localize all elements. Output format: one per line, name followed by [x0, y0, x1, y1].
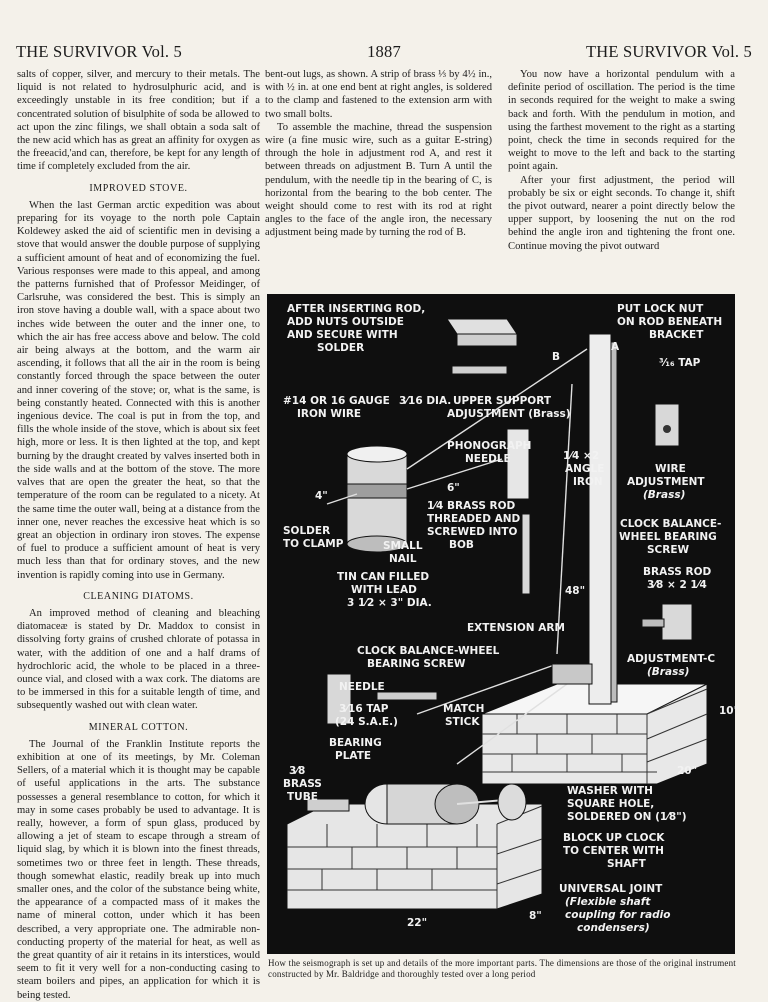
- label-put-lock-1: PUT LOCK NUT: [617, 303, 704, 315]
- label-dim-8: 8": [529, 910, 542, 922]
- label-dim-22: 22": [407, 917, 428, 929]
- col3-paragraph-2: After your first adjustment, the period will probably be six or eight seconds. To change it, shift the pivot outward, nearer a point directly below the upper support, by loosening the nut on the rod behind the angle iron and tightening the front one. Continue moving the pivot outward: [508, 174, 735, 252]
- label-washer-3: SOLDERED ON (1⁄8"): [567, 811, 687, 823]
- label-bearing-2: PLATE: [335, 750, 372, 762]
- label-brass-rod-sm-1: BRASS ROD: [643, 566, 712, 578]
- label-after-inserting-1: AFTER INSERTING ROD,: [287, 303, 426, 315]
- label-needle-3: (24 S.A.E.): [335, 716, 398, 728]
- label-dim-20: 20": [677, 765, 698, 777]
- label-clock-bal2-1: CLOCK BALANCE-WHEEL: [357, 645, 500, 657]
- col1-paragraph-3: An improved method of cleaning and bleaching diatomaceæ is stated by Dr. Maddox to consist in dissolving forty grains of crushed chlorate of potassa in water, with the addition of one and a half drams of hydrochloric acid, the whole to be placed in a three-ounce vial, and closed with a wax cork. The diatoms are to be immersed in this for a suitable length of time, and subsequently washed out with clean water.: [17, 607, 260, 712]
- label-adjustment-c-2: (Brass): [647, 666, 690, 678]
- heading-improved-stove: IMPROVED STOVE.: [89, 182, 188, 194]
- label-brass-tube-1: 3⁄8: [289, 765, 306, 777]
- label-angle-1: 1⁄4 ×2: [563, 450, 600, 462]
- label-put-lock-2: ON ROD BENEATH: [617, 316, 723, 328]
- label-clock-bal-1: CLOCK BALANCE-: [620, 518, 722, 530]
- col1-paragraph-1: salts of copper, silver, and mercury to their metals. The liquid is not related to hydrosulphuric acid, and is exceedingly unstable in its free condition; but if a concentrated solution of bisulphite of soda be allowed to act upon the zinc filings, we shall obtain a soda salt of the new acid which has as great an affinity for oxygen as the freeacid,'and can, therefore, be kept for any length of time if completely excluded from the air.: [17, 69, 260, 173]
- label-after-inserting-2: ADD NUTS OUTSIDE: [287, 316, 404, 328]
- label-small-nail-2: NAIL: [389, 553, 417, 565]
- label-brass-rod-1: 1⁄4 BRASS ROD: [427, 500, 516, 512]
- label-wire-adj-1: WIRE: [655, 463, 686, 475]
- col1-paragraph-2: When the last German arctic expedition was about preparing for its voyage to the north pole Captain Koldewey asked the aid of scientific men in devising a stove that would answer the double purpose of supplying a sufficient amount of heat and of economizing the fuel. Various responses were made to this appeal, and among the patterns furnished that of Professor Meidinger, of Carlsruhe, was considered the best. This is simply an iron stove having a double wall, with a space about two inches wide between the outer and the inner one, to which the air has free access above and below. The cold air being always at the bottom, and the warm air ascending, it follows that all the air in the room is being constantly forced through the space between the outer and inner covering of the stove; or, what is the same, is being constantly heated. Connected with this is another ingenious device. The coal is put in from the top, and fills the whole inside of the stove, which is about six feet high, more or less. It is then lighted at the top, and kept burning by the draught created by valves inserted both in the side walls and at the bottom of the stove. The more valves that are open the greater the heat, so that the temperature of the room can be regulated to a nicety. At the same time the outer wall, being at a distance from the inner one, never reaches the excessive heat which is so great an objection in ordinary iron stoves. The expense of fuel to produce a sufficient amount of heat is very much less than that for ordinary stoves, and the new invention is rapidly coming into use in Germany.: [17, 199, 260, 581]
- figure-caption: How the seismograph is set up and details of the more important parts. The dimensions are those of the original instrument constructed by Mr. Baldridge and thoroughly tested over a long period: [268, 958, 736, 979]
- label-wire-adj-3: (Brass): [643, 489, 686, 501]
- label-universal-3: coupling for radio: [565, 909, 671, 921]
- label-dim-a: A: [611, 341, 620, 353]
- label-dim-6: 6": [447, 482, 460, 494]
- label-after-inserting-3: AND SECURE WITH: [287, 329, 398, 341]
- label-brass-rod-4: BOB: [449, 539, 474, 551]
- label-bearing-1: BEARING: [329, 737, 382, 749]
- label-small-nail-1: SMALL: [383, 540, 423, 552]
- header-left: THE SURVIVOR Vol. 5: [16, 42, 182, 61]
- label-wire-adj-2: ADJUSTMENT: [627, 476, 705, 488]
- label-tin-can-3: 3 1⁄2 × 3" DIA.: [347, 597, 432, 609]
- column-2: [265, 68, 492, 283]
- label-brass-rod-2: THREADED AND: [427, 513, 521, 525]
- label-upper-support-1: UPPER SUPPORT: [453, 395, 552, 407]
- label-adjustment-c-1: ADJUSTMENT-C: [627, 653, 716, 665]
- label-clock-bal-2: WHEEL BEARING: [619, 531, 717, 543]
- col1-paragraph-4: The Journal of the Franklin Institute reports the exhibition at one of its meetings, by Mr. Coleman Sellers, of a material which it is thought may be capable of useful applications in the arts. The substance possesses a general resemblance to cotton, for which it may in some cases probably be used to advantage. It is really, however, a form of spun glass, produced by allowing a jet of steam to escape through a stream of liquid slag, by which it is blown into the finest threads, sometimes two or three feet in length. These threads, though somewhat elastic, readily break up into much smaller ones, and the color of the substance being white, the appearance of a compacted mass of it makes the name of mineral cotton, under which it has been described, a very appropriate one. The admirable non-conducting property of the material for heat, as well as the great quantity of air it retains in its interstices, would seem to fit it very well for a non-conducting casing to steam boilers and pipes, an application for which it is being tested.: [17, 738, 260, 1001]
- column-1: [17, 68, 260, 1001]
- label-tap-3-16: ³⁄₁₆ TAP: [659, 357, 701, 369]
- label-brass-tube-3: TUBE: [287, 791, 318, 803]
- label-block-2: TO CENTER WITH: [563, 845, 664, 857]
- label-extension-arm: EXTENSION ARM: [467, 622, 565, 634]
- upper-support-bracket: [447, 319, 517, 374]
- col3-paragraph-1: You now have a horizontal pendulum with a definite period of oscillation. The period is the time in seconds required for the weight to make a swing back and forth. With the pendulum in motion, and using the farthest movement to the right as a starting point, check the time in seconds required for the weight to move to the left and back to the starting point again.: [508, 69, 735, 173]
- seismograph-illustration: [267, 294, 740, 954]
- label-washer-2: SQUARE HOLE,: [567, 798, 655, 810]
- angle-iron-post: [589, 334, 617, 704]
- label-needle-2: 3⁄16 TAP: [339, 703, 389, 715]
- label-tin-can-1: TIN CAN FILLED: [337, 571, 430, 583]
- label-universal-2: (Flexible shaft: [565, 896, 651, 908]
- label-clock-bal2-2: BEARING SCREW: [367, 658, 466, 670]
- column-3: [508, 68, 735, 283]
- label-upper-support-2: ADJUSTMENT (Brass): [447, 408, 571, 420]
- label-match-2: STICK: [445, 716, 480, 728]
- label-put-lock-3: BRACKET: [649, 329, 704, 341]
- adjustment-c-bracket: [642, 604, 692, 640]
- label-washer-1: WASHER WITH: [567, 785, 653, 797]
- label-match-1: MATCH: [443, 703, 485, 715]
- label-dim-10: 10": [719, 705, 740, 717]
- page-header: [16, 42, 752, 62]
- label-dim-48: 48": [565, 585, 586, 597]
- label-block-1: BLOCK UP CLOCK: [563, 832, 665, 844]
- label-after-inserting-4: SOLDER: [317, 342, 365, 354]
- label-block-3: SHAFT: [607, 858, 646, 870]
- wire-adjustment-bracket: [655, 404, 679, 446]
- header-center: 1887: [367, 42, 401, 61]
- label-brass-rod-sm-2: 3⁄8 × 2 1⁄4: [647, 579, 707, 591]
- label-gauge-2: IRON WIRE: [297, 408, 362, 420]
- label-dia-3-16: 3⁄16 DIA.: [399, 395, 452, 407]
- label-angle-2: ANGLE: [565, 463, 605, 475]
- label-universal-1: UNIVERSAL JOINT: [559, 883, 663, 895]
- label-solder-clamp-2: TO CLAMP: [283, 538, 344, 550]
- label-needle-1: NEEDLE: [339, 681, 385, 693]
- heading-mineral-cotton: MINERAL COTTON.: [88, 721, 189, 733]
- label-phono-2: NEEDLE: [465, 453, 511, 465]
- heading-cleaning-diatoms: CLEANING DIATOMS.: [83, 590, 194, 602]
- label-universal-4: condensers): [577, 922, 650, 934]
- tin-can-bob: [347, 446, 407, 552]
- col2-paragraph-2: To assemble the machine, thread the suspension wire (a fine music wire, such as a guitar E-string) through the hole in adjustment rod A, and rest it between threads on adjustment B. Turn A until the pendulum, with the needle tip in the bearing of C, is horizontal from the bearing to the bob center. The weight should come to rest with its rod at right angles to the face of the angle iron, the necessary adjustment being made by turning the rod of B.: [265, 121, 492, 239]
- label-angle-3: IRON: [573, 476, 603, 488]
- label-solder-clamp-1: SOLDER: [283, 525, 331, 537]
- label-phono-1: PHONOGRAPH: [447, 440, 532, 452]
- col2-paragraph-1: bent-out lugs, as shown. A strip of brass ⅓ by 4½ in., with ½ in. at one end bent at right angles, is soldered to the clamp and fastened to the extension arm with two small bolts.: [265, 69, 492, 120]
- header-right: THE SURVIVOR Vol. 5: [586, 42, 752, 61]
- label-clock-bal-3: SCREW: [647, 544, 690, 556]
- label-dim-b: B: [552, 351, 561, 363]
- label-brass-tube-2: BRASS: [283, 778, 322, 790]
- seismograph-drawing: [267, 294, 740, 954]
- label-brass-rod-3: SCREWED INTO: [427, 526, 518, 538]
- label-gauge-1: #14 OR 16 GAUGE: [283, 395, 390, 407]
- bob-clamp: [552, 664, 592, 684]
- label-dim-4: 4": [315, 490, 328, 502]
- label-tin-can-2: WITH LEAD: [351, 584, 417, 596]
